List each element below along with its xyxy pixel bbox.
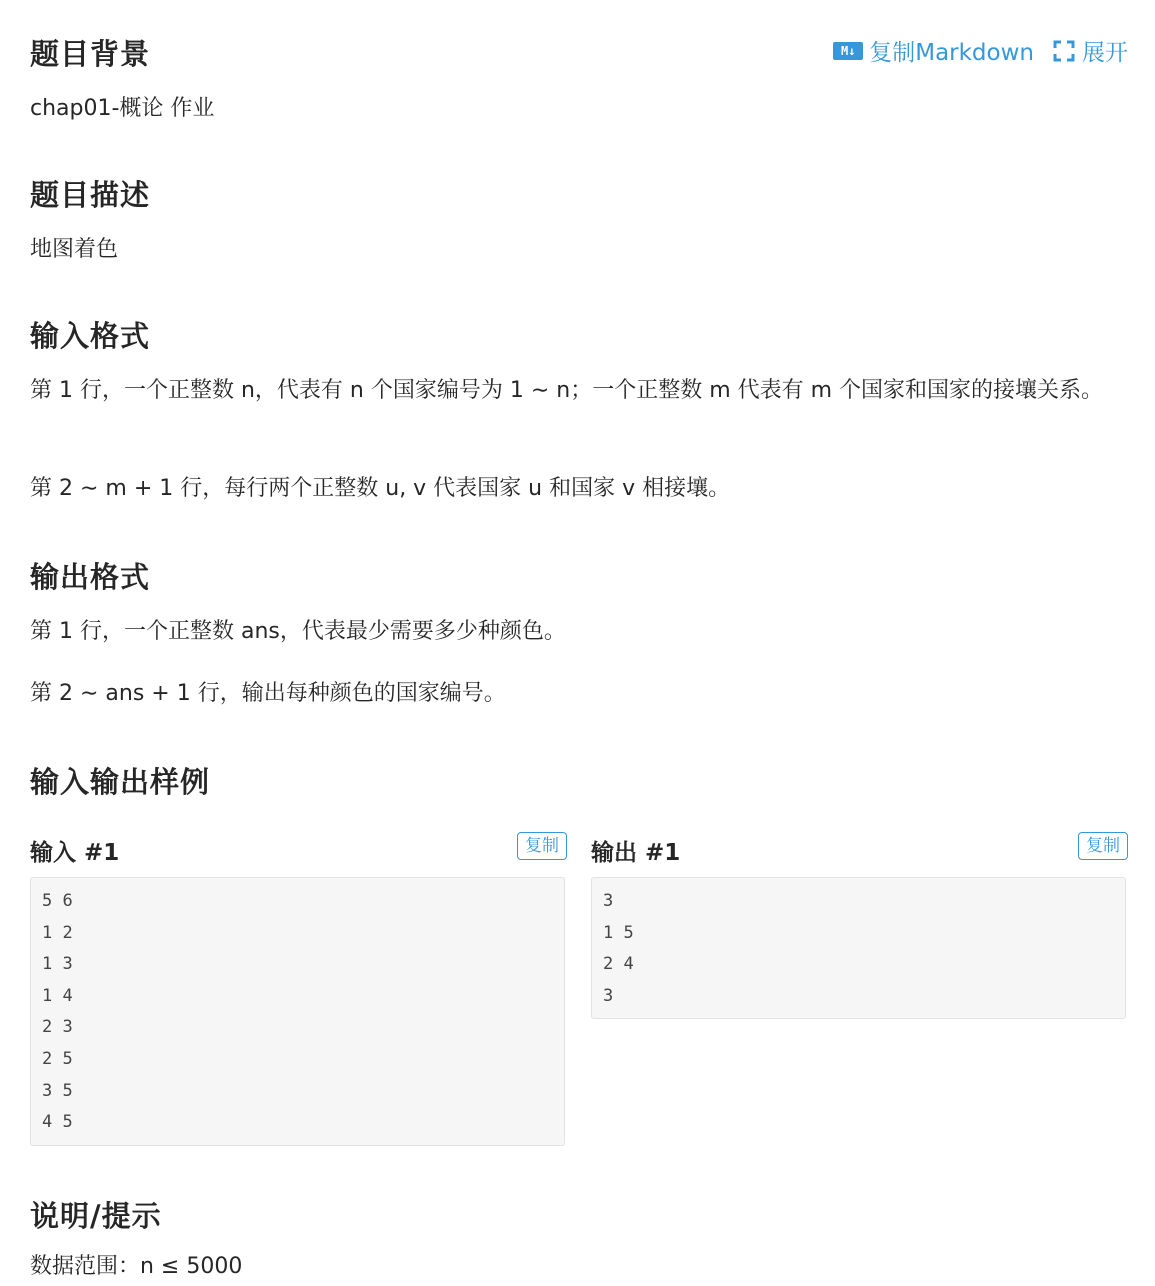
sample-output-block [591, 830, 1128, 1006]
input-format-title: 输入格式 [30, 319, 151, 353]
description-text: 地图着色 [30, 237, 119, 262]
input-format-line2: 第 2 ∼ m + 1 行，每行两个正整数 u, v 代表国家 u 和国家 v 相接壤。 [30, 476, 731, 501]
code-line: 1 3 [42, 954, 73, 975]
sample-output-title: 输出 #1 [591, 840, 681, 866]
code-line: 2 3 [42, 1017, 73, 1038]
code-line: 1 5 [603, 922, 634, 943]
copy-markdown-label: 复制Markdown [869, 40, 1034, 66]
sample-output-code[interactable] [591, 877, 1126, 1019]
input-format-line1: 第 1 行，一个正整数 n，代表有 n 个国家编号为 1 ∼ n；一个正整数 m 代表有 m 个国家和国家的接壤关系。 [30, 378, 1104, 403]
code-line: 3 [603, 985, 614, 1006]
copy-input-button[interactable]: 复制 [517, 832, 567, 860]
background-text: chap01-概论 作业 [30, 96, 215, 121]
markdown-icon: M↓ [833, 42, 863, 60]
code-line: 2 4 [603, 954, 634, 975]
output-format-line2: 第 2 ∼ ans + 1 行，输出每种颜色的国家编号。 [30, 681, 506, 706]
sample-input-header [30, 830, 567, 870]
code-line: 5 6 [42, 891, 73, 911]
hint-title: 说明/提示 [30, 1199, 162, 1233]
copy-markdown-button[interactable] [833, 34, 1034, 67]
code-line: 4 5 [42, 1112, 73, 1133]
code-line: 1 4 [42, 985, 73, 1006]
expand-button[interactable] [1052, 34, 1128, 67]
code-line: 2 5 [42, 1048, 73, 1069]
background-title: 题目背景 [30, 37, 151, 71]
sample-input-code[interactable] [30, 877, 565, 1146]
code-line: 3 [603, 891, 614, 911]
hint-text: 数据范围：n ≤ 5000 [30, 1254, 243, 1279]
sample-output-header [591, 830, 1128, 870]
output-format-title: 输出格式 [30, 560, 151, 594]
sample-input-block [30, 830, 567, 1133]
problem-toolbar [833, 34, 1128, 67]
sample-input-title: 输入 #1 [30, 840, 120, 866]
expand-icon [1052, 39, 1076, 63]
code-line: 1 2 [42, 922, 73, 943]
samples-title: 输入输出样例 [30, 765, 211, 799]
description-title: 题目描述 [30, 178, 151, 212]
copy-output-button[interactable]: 复制 [1078, 832, 1128, 860]
output-format-line1: 第 1 行，一个正整数 ans，代表最少需要多少种颜色。 [30, 619, 566, 644]
expand-label: 展开 [1082, 40, 1128, 66]
code-line: 3 5 [42, 1080, 73, 1101]
